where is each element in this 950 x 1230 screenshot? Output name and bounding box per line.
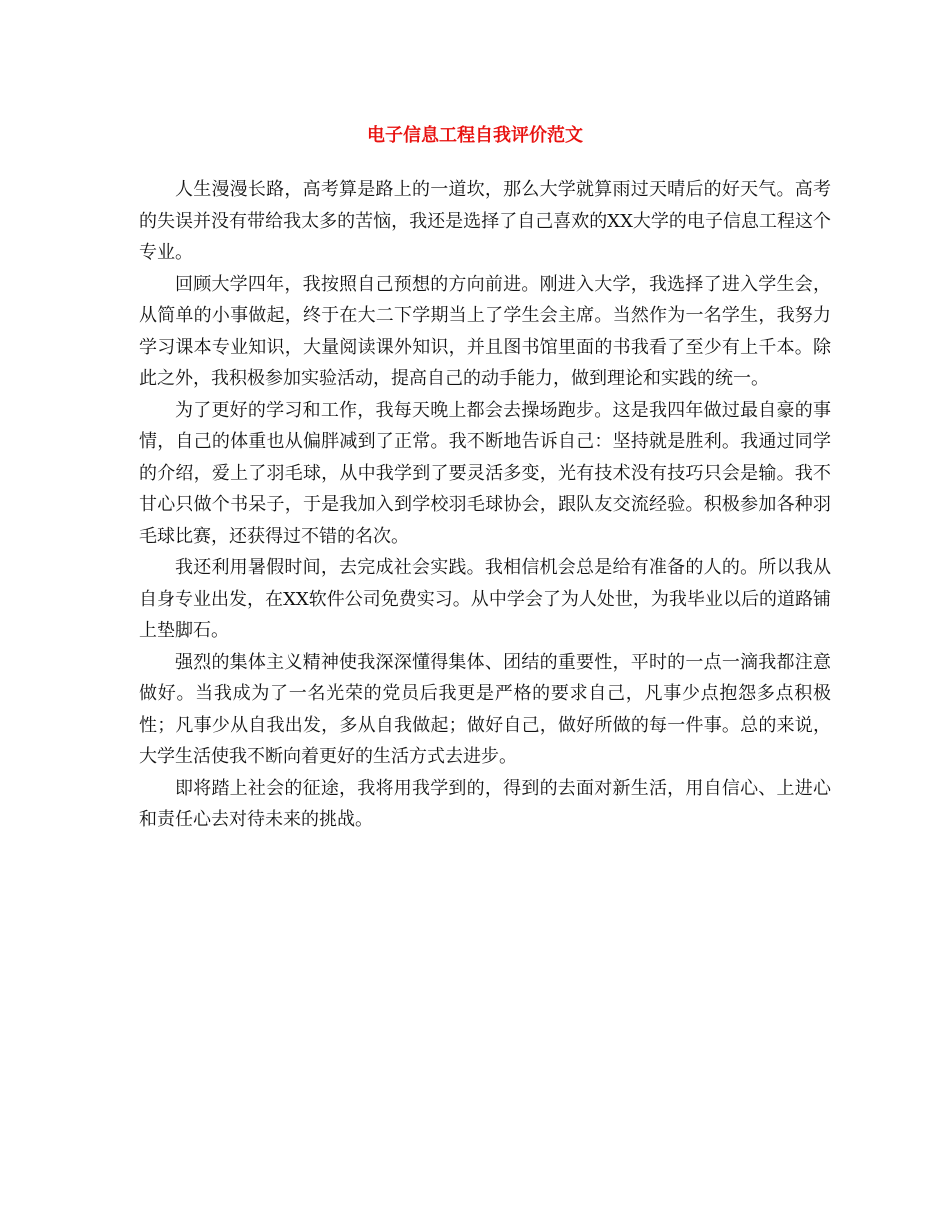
paragraph-6: 即将踏上社会的征途，我将用我学到的，得到的去面对新生活，用自信心、上进心和责任心去对待未来的挑战。 — [139, 777, 831, 830]
document-title: 电子信息工程自我评价范文 — [367, 125, 583, 146]
paragraph-2: 回顾大学四年，我按照自己预想的方向前进。刚进入大学，我选择了进入学生会，从简单的小事做起，终于在大二下学期当上了学生会主席。当然作为一名学生，我努力学习课本专业知识，大量阅读课外知识，并且图书馆里面的书我看了至少有上千本。除此之外，我积极参加实验活动，提高自己的动手能力，做到理论和实践的统一。 — [139, 273, 831, 389]
paragraph-5: 强烈的集体主义精神使我深深懂得集体、团结的重要性，平时的一点一滴我都注意做好。当我成为了一名光荣的党员后我更是严格的要求自己，凡事少点抱怨多点积极性；凡事少从自我出发，多从自我做起；做好自己，做好所做的每一件事。总的来说，大学生活使我不断向着更好的生活方式去进步。 — [139, 651, 831, 767]
paragraph-4: 我还利用暑假时间，去完成社会实践。我相信机会总是给有准备的人的。所以我从自身专业出发，在XX软件公司免费实习。从中学会了为人处世，为我毕业以后的道路铺上垫脚石。 — [139, 557, 831, 641]
paragraph-1: 人生漫漫长路，高考算是路上的一道坎，那么大学就算雨过天晴后的好天气。高考的失误并没有带给我太多的苦恼，我还是选择了自己喜欢的XX大学的电子信息工程这个专业。 — [139, 179, 831, 263]
document-body — [139, 174, 831, 836]
paragraph-3: 为了更好的学习和工作，我每天晚上都会去操场跑步。这是我四年做过最自豪的事情，自己的体重也从偏胖减到了正常。我不断地告诉自己：坚持就是胜利。我通过同学的介绍，爱上了羽毛球，从中我学到了要灵活多变，光有技术没有技巧只会是输。我不甘心只做个书呆子，于是我加入到学校羽毛球协会，跟队友交流经验。积极参加各种羽毛球比赛，还获得过不错的名次。 — [139, 399, 831, 547]
